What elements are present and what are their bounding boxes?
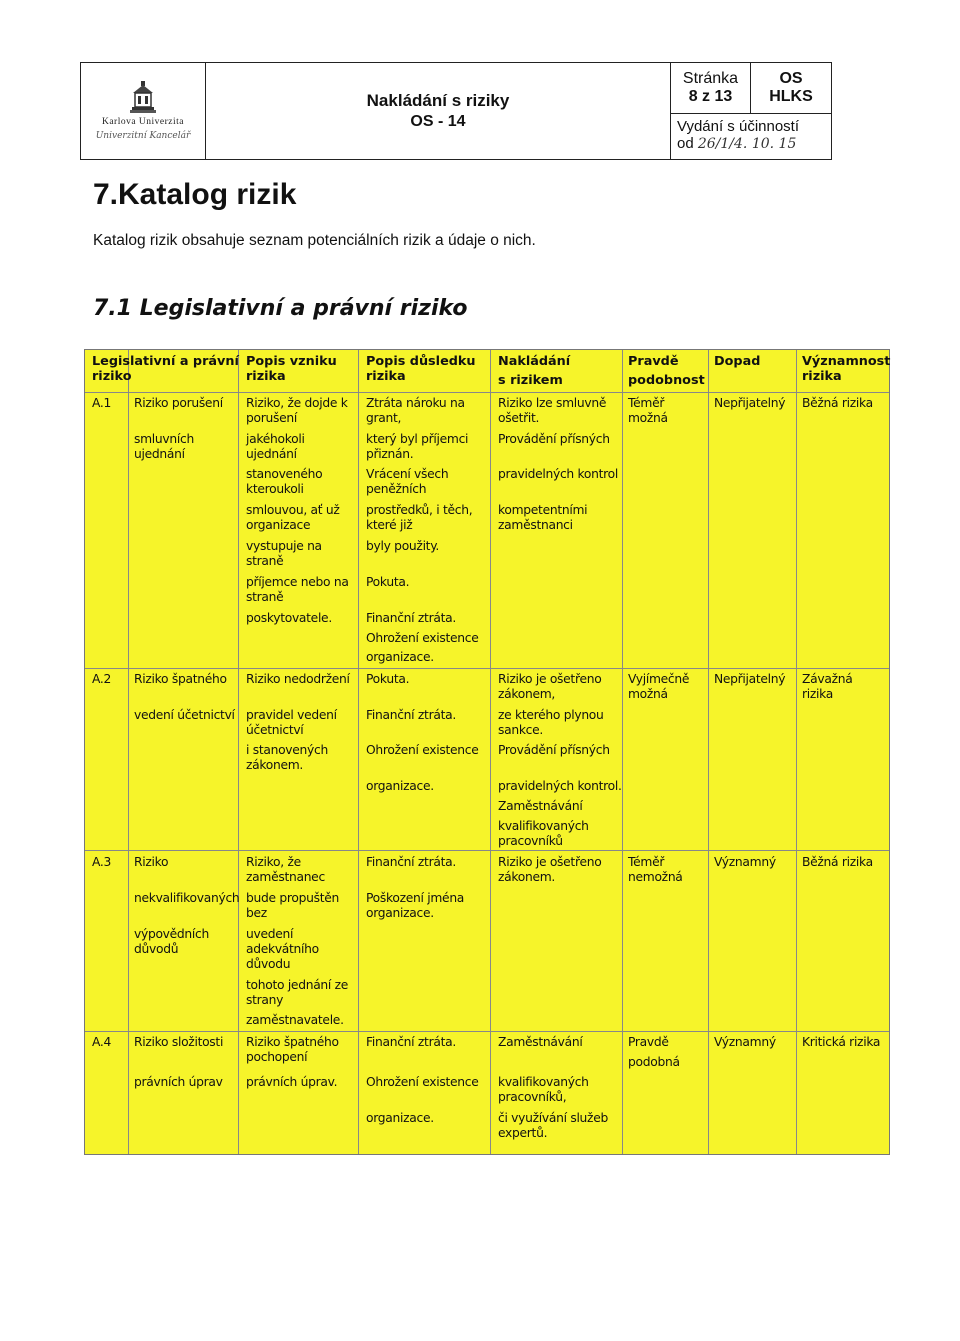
row-a1-cause: straně <box>246 590 284 604</box>
row-a2-probability: možná <box>628 687 668 701</box>
row-a4-name: právních úprav <box>134 1075 223 1089</box>
title-cell <box>206 63 671 159</box>
row-a3-cause: bude propuštěn <box>246 891 339 905</box>
row-a1-consequence: Ohrožení existence <box>366 631 479 645</box>
header-probability-l1: Pravdě <box>628 354 679 369</box>
row-a4-consequence: Finanční ztráta. <box>366 1035 456 1049</box>
row-a1-significance: Běžná rizika <box>802 396 873 410</box>
os-label: OS <box>779 70 803 87</box>
os-value: HLKS <box>769 88 813 105</box>
row-a1-consequence: který byl příjemci <box>366 432 469 446</box>
row-a2-significance: rizika <box>802 687 833 701</box>
row-a3-handling: Riziko je ošetřeno <box>498 855 602 869</box>
row-a1-consequence: peněžních <box>366 482 427 496</box>
row-a3-name: Riziko <box>134 855 169 869</box>
row-a1-cause: smlouvou, ať už <box>246 503 340 517</box>
row-a2-handling: Zaměstnávání <box>498 799 583 813</box>
row-a4-probability: Pravdě <box>628 1035 669 1049</box>
document-header <box>80 62 832 160</box>
row-a2-handling: pravidelných kontrol. <box>498 779 622 793</box>
row-divider <box>85 850 889 851</box>
page-label: Stránka <box>682 70 739 87</box>
row-a1-consequence: přiznán. <box>366 447 414 461</box>
row-a4-probability: podobná <box>628 1055 680 1069</box>
row-a3-impact: Významný <box>714 855 776 869</box>
row-a3-name: důvodů <box>134 942 179 956</box>
logo-cell <box>81 63 206 159</box>
row-a2-handling: pracovníků <box>498 834 563 848</box>
row-a4-cause: právních úprav. <box>246 1075 338 1089</box>
validity-label: Vydání s účinností <box>677 118 800 135</box>
column-divider <box>238 350 239 1154</box>
row-a4-consequence: Ohrožení existence <box>366 1075 479 1089</box>
row-a2-cause: pravidel vedení <box>246 708 337 722</box>
row-a1-cause: organizace <box>246 518 311 532</box>
row-a4-handling: Zaměstnávání <box>498 1035 583 1049</box>
row-a3-id: A.3 <box>92 855 112 869</box>
header-handling-l2: s rizikem <box>498 373 563 388</box>
row-a3-consequence: Poškození jména <box>366 891 465 905</box>
row-a1-cause: jakéhokoli <box>246 432 305 446</box>
row-a1-name: Riziko porušení <box>134 396 223 410</box>
column-divider <box>490 350 491 1154</box>
header-significance-l2: rizika <box>802 369 842 384</box>
subsection-heading: 7.1 Legislativní a právní riziko <box>93 296 468 321</box>
row-a1-cause: kteroukoli <box>246 482 304 496</box>
validity-prefix: od <box>677 135 694 152</box>
row-a2-significance: Závažná <box>802 672 853 686</box>
row-a3-cause: adekvátního <box>246 942 319 956</box>
row-a2-consequence: Ohrožení existence <box>366 743 479 757</box>
row-a3-cause: tohoto jednání ze <box>246 978 349 992</box>
row-a3-cause: strany <box>246 993 284 1007</box>
section-intro: Katalog rizik obsahuje seznam potenciálních rizik a údaje o nich. <box>93 232 536 249</box>
row-a4-cause: Riziko špatného <box>246 1035 339 1049</box>
validity-date <box>677 135 825 153</box>
row-a1-cause: Riziko, že dojde k <box>246 396 348 410</box>
logo-text: Karlova Univerzita <box>101 117 185 127</box>
row-a2-impact: Nepřijatelný <box>714 672 786 686</box>
row-a4-consequence: organizace. <box>366 1111 434 1125</box>
row-divider <box>85 1031 889 1032</box>
row-a2-handling: Provádění přísných <box>498 743 610 757</box>
column-divider <box>358 350 359 1154</box>
header-handling-l1: Nakládání <box>498 354 571 369</box>
header-risk-l1: Legislativní a právní <box>92 354 239 369</box>
document-code: OS - 14 <box>410 113 466 130</box>
row-a1-consequence: organizace. <box>366 650 434 664</box>
row-a1-cause: ujednání <box>246 447 297 461</box>
row-a1-consequence: Pokuta. <box>366 575 410 589</box>
row-a1-cause: stanoveného <box>246 467 323 481</box>
section-heading: 7.Katalog rizik <box>93 178 297 211</box>
row-a1-probability: možná <box>628 411 668 425</box>
row-a1-impact: Nepřijatelný <box>714 396 786 410</box>
column-divider <box>796 350 797 1154</box>
column-divider <box>708 350 709 1154</box>
column-divider <box>622 350 623 1154</box>
row-a2-handling: kvalifikovaných <box>498 819 589 833</box>
row-a1-consequence: prostředků, i těch, <box>366 503 473 517</box>
row-a1-consequence: které již <box>366 518 413 532</box>
header-cause-l1: Popis vzniku <box>246 354 337 369</box>
row-a3-cause: uvedení <box>246 927 294 941</box>
row-a1-consequence: Ztráta nároku na <box>366 396 465 410</box>
row-a1-cause: příjemce nebo na <box>246 575 349 589</box>
row-a3-probability: Téměř <box>628 855 665 869</box>
row-a2-name: Riziko špatného <box>134 672 227 686</box>
row-a1-handling: ošetřit. <box>498 411 540 425</box>
row-a1-handling: Riziko lze smluvně <box>498 396 607 410</box>
row-a1-consequence: Vrácení všech <box>366 467 449 481</box>
row-a3-significance: Běžná rizika <box>802 855 873 869</box>
risk-table <box>84 349 890 1155</box>
document-title: Nakládání s riziky <box>366 91 510 110</box>
row-a2-cause: i stanovených <box>246 743 328 757</box>
row-a4-cause: pochopení <box>246 1050 308 1064</box>
row-a2-id: A.2 <box>92 672 112 686</box>
row-a4-id: A.4 <box>92 1035 112 1049</box>
row-a2-cause: zákonem. <box>246 758 304 772</box>
page-value: 8 z 13 <box>688 88 733 105</box>
row-a2-name: vedení účetnictví <box>134 708 235 722</box>
header-significance-l1: Významnost <box>802 354 891 369</box>
row-a3-cause: zaměstnavatele. <box>246 1013 344 1027</box>
row-a1-handling: Provádění přísných <box>498 432 610 446</box>
row-a3-probability: nemožná <box>628 870 683 884</box>
university-logo-icon <box>128 79 158 115</box>
row-a1-name: smluvních <box>134 432 194 446</box>
row-a2-handling: ze kterého plynou <box>498 708 604 722</box>
row-a4-handling: expertů. <box>498 1126 548 1140</box>
row-a3-cause: zaměstnanec <box>246 870 325 884</box>
row-a3-cause: důvodu <box>246 957 291 971</box>
row-a4-handling: pracovníků, <box>498 1090 567 1104</box>
row-a3-name: nekvalifikovaných <box>134 891 240 905</box>
row-a2-consequence: Pokuta. <box>366 672 410 686</box>
row-a1-consequence: byly použity. <box>366 539 440 553</box>
logo-signature: Univerzitní Kancelář <box>95 131 191 141</box>
row-a2-handling: sankce. <box>498 723 543 737</box>
row-a3-name: výpovědních <box>134 927 209 941</box>
row-a1-name: ujednání <box>134 447 185 461</box>
row-a1-cause: poskytovatele. <box>246 611 332 625</box>
header-consequence-l1: Popis důsledku <box>366 354 476 369</box>
row-a1-cause: straně <box>246 554 284 568</box>
validity-cell <box>671 113 831 159</box>
row-divider <box>85 668 889 669</box>
header-impact: Dopad <box>714 354 761 369</box>
header-risk-l2: riziko <box>92 369 132 384</box>
row-a3-cause: bez <box>246 906 267 920</box>
row-a4-handling: kvalifikovaných <box>498 1075 589 1089</box>
row-a1-consequence: Finanční ztráta. <box>366 611 456 625</box>
row-a2-consequence: organizace. <box>366 779 434 793</box>
handwritten-date: 26/1/4. 10. 15 <box>697 136 797 152</box>
row-a1-handling: pravidelných kontrol <box>498 467 618 481</box>
row-a2-consequence: Finanční ztráta. <box>366 708 456 722</box>
row-a3-consequence: organizace. <box>366 906 434 920</box>
row-a3-handling: zákonem. <box>498 870 556 884</box>
row-a2-probability: Vyjímečně <box>628 672 690 686</box>
row-a1-consequence: grant, <box>366 411 402 425</box>
row-a4-handling: či využívání služeb <box>498 1111 608 1125</box>
row-a1-cause: porušení <box>246 411 297 425</box>
row-divider <box>85 392 889 393</box>
header-cause-l2: rizika <box>246 369 286 384</box>
row-a1-cause: vystupuje na <box>246 539 322 553</box>
row-a1-handling: zaměstnanci <box>498 518 573 532</box>
row-a1-probability: Téměř <box>628 396 665 410</box>
row-a4-name: Riziko složitosti <box>134 1035 224 1049</box>
header-consequence-l2: rizika <box>366 369 406 384</box>
row-a2-handling: zákonem, <box>498 687 556 701</box>
row-a3-consequence: Finanční ztráta. <box>366 855 456 869</box>
row-a4-significance: Kritická rizika <box>802 1035 881 1049</box>
row-a2-cause: Riziko nedodržení <box>246 672 350 686</box>
row-a1-id: A.1 <box>92 396 112 410</box>
row-a1-handling: kompetentními <box>498 503 588 517</box>
row-a2-cause: účetnictví <box>246 723 304 737</box>
row-a2-handling: Riziko je ošetřeno <box>498 672 602 686</box>
header-probability-l2: podobnost <box>628 373 705 388</box>
column-divider <box>128 350 129 1154</box>
row-a4-impact: Významný <box>714 1035 776 1049</box>
row-a3-cause: Riziko, že <box>246 855 301 869</box>
